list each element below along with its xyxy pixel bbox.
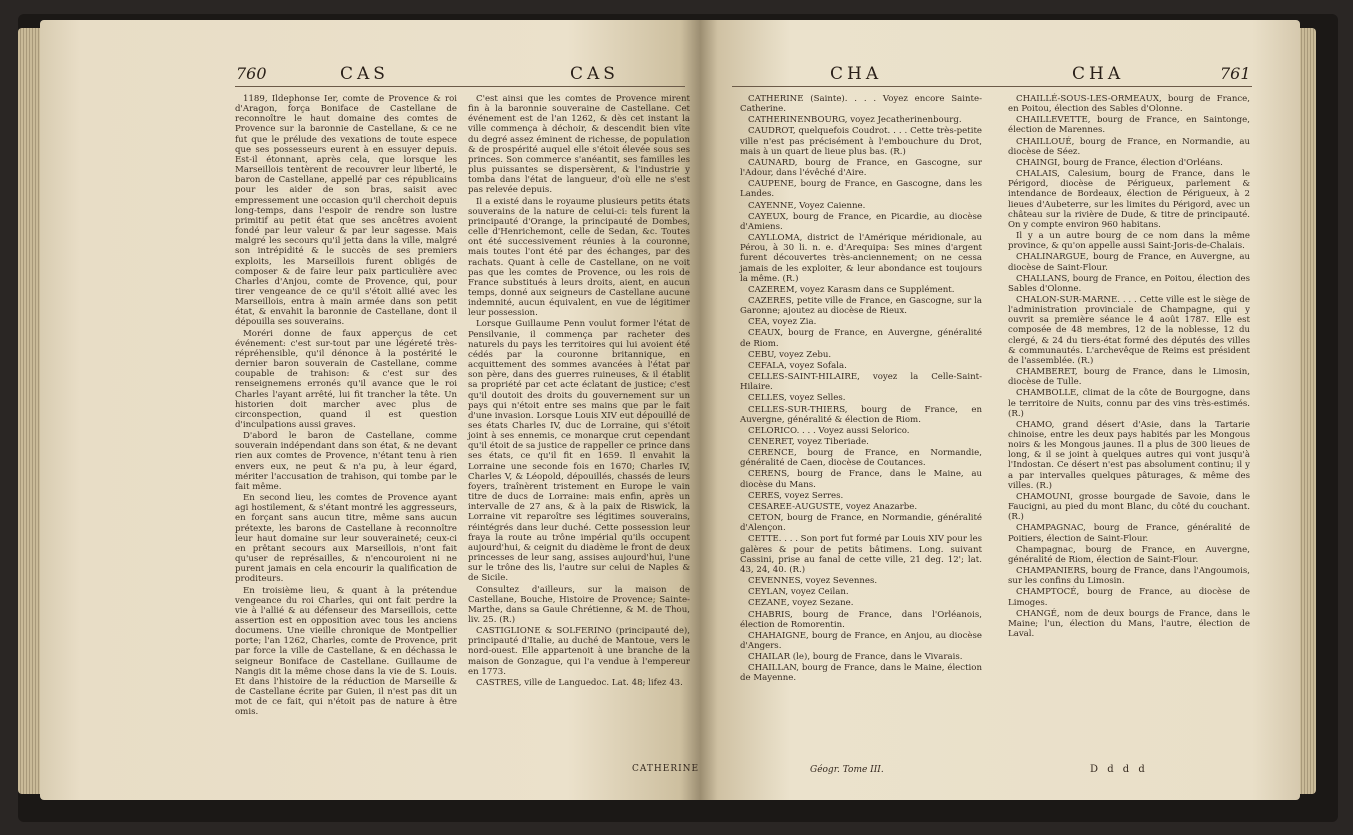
catchword: CATHERINE xyxy=(632,764,700,774)
paragraph: Il a existé dans le royaume plusieurs petits états souverains de la nature de celui-ci: tels furent la principauté d'Orange, la principauté de Dombes, celle d'Henrichemont, celle de Sedan, &c. Toutes ont été successivement réunies à la couronne, mais toutes l'ont été par des échanges, par des rachats. Quant à celle de Castellane, on ne voit pas que les comtes de Provence, ou les rois de France substitués à leurs droits, aient, en aucun temps, donné aux seigneurs de Castellane aucune indemnité, aucun équivalent, en vue de légitimer leur possession. xyxy=(468,196,690,319)
dictionary-entry: CHAMPTOCÉ, bourg de France, au diocèse de Limoges. xyxy=(1008,587,1250,608)
dictionary-entry: CHAMBOLLE, climat de la côte de Bourgogne, dans le territoire de Nuits, connu par des vins très-estimés. (R.) xyxy=(1008,388,1250,419)
dictionary-entry: CEFALA, voyez Sofala. xyxy=(748,360,847,371)
paragraph: Moréri donne de faux apperçus de cet événement: c'est sur-tout par une légéreté très-répréhensible, qu'il dénonce à la postérité le dernier baron souverain de Castellane, comme coupable de trahison: & c'est sur des renseignemens erronés qu'il avance que le roi Charles l'ayant arrêté, lui fit trancher la tête. Un historien doit marcher avec plus de circonspection, quand il est question d'inculpations aussi graves. xyxy=(235,328,457,430)
dictionary-entry: Il y a un autre bourg de ce nom dans la même province, & qu'on appelle aussi Saint-Joris-de-Chalais. xyxy=(1008,231,1250,252)
dictionary-entry: CATHERINENBOURG, voyez Jecatherinenbourg. xyxy=(748,115,962,126)
dictionary-entry: CERENCE, bourg de France, en Normandie, généralité de Caen, diocèse de Coutances. xyxy=(740,448,982,469)
dictionary-entry: Champagnac, bourg de France, en Auvergne, généralité de Riom, élection de Saint-Flour. xyxy=(1008,544,1250,565)
dictionary-entry: CHALON-SUR-MARNE. . . . Cette ville est le siège de l'administration provinciale de Champagne, qui y ouvrit sa première séance le 4 août 1787. Elle est composée de 48 membres, 12 de la noblesse, 12 du clergé, & 24 du tiers-état formé des députés des villes & communautés. L'archevêque de Reims est président de l'assemblée. (R.) xyxy=(1008,294,1250,366)
dictionary-entry: CHAILAR (le), bourg de France, dans le Vivarais. xyxy=(748,652,963,663)
dictionary-entry: CEVENNES, voyez Sevennes. xyxy=(748,576,878,587)
dictionary-entry: CHAILLAN, bourg de France, dans le Maine, élection de Mayenne. xyxy=(740,663,982,684)
volume-footer: Géogr. Tome III. xyxy=(810,765,884,775)
dictionary-entry: CAYEUX, bourg de France, en Picardie, au diocèse d'Amiens. xyxy=(740,211,982,232)
dictionary-entry: CHAMOUNI, grosse bourgade de Savoie, dans le Faucigni, au pied du mont Blanc, du côté du couchant. (R.) xyxy=(1008,491,1250,523)
dictionary-entry: CAUDROT, quelquefois Coudrot. . . . Cette très-petite ville n'est pas précisément à l'embouchure du Drot, mais à un quart de lieue plus bas. (R.) xyxy=(740,126,982,157)
right-page xyxy=(700,20,1300,800)
dictionary-entry: CHAMBERET, bourg de France, dans le Limosin, diocèse de Tulle. xyxy=(1008,367,1250,388)
dictionary-entry: CHAINGI, bourg de France, élection d'Orléans. xyxy=(1016,157,1223,168)
paragraph: D'abord le baron de Castellane, comme souverain indépendant dans son état, & ne devant rien aux comtes de Provence, n'étant tenu à rien envers eux, ne peut & n'a pu, à leur égard, mériter l'accusation de trahison, qui tombe par le fait même. xyxy=(235,431,457,492)
paragraph: En second lieu, les comtes de Provence ayant agi hostilement, & s'étant montré les aggresseurs, en forçant sans aucun titre, même sans aucun prétexte, les barons de Castellane à reconnoître leur haut domaine sur leur souveraineté; ceux-ci en prêtant secours aux Marseillois, n'ont fait qu'user de représailles, & n'encouroient ni ne purent jamais en cela encourir la qualification de proditeurs. xyxy=(235,493,457,585)
dictionary-entry: CHALLANS, bourg de France, en Poitou, élection des Sables d'Olonne. xyxy=(1008,273,1250,294)
dictionary-entry: CAUPENE, bourg de France, en Gascogne, dans les Landes. xyxy=(740,179,982,200)
running-head-left: CAS xyxy=(340,64,389,84)
dictionary-entry: CETTE. . . . Son port fut formé par Louis XIV pour les galères & pour de petits bâtimens. Long. suivant Cassini, prise au fanal de cette ville, 21 deg. 12'; lat. 43, 24, 40. (R.) xyxy=(740,534,982,575)
dictionary-entry: CETON, bourg de France, en Normandie, généralité d'Alençon. xyxy=(740,513,982,534)
dictionary-entry: CHANGÉ, nom de deux bourgs de France, dans le Maine; l'un, élection du Mans, l'autre, élection de Laval. xyxy=(1008,608,1250,639)
left-column-1 xyxy=(235,94,457,719)
header-rule xyxy=(235,86,685,87)
paragraph: C'est ainsi que les comtes de Provence mirent fin à la baronnie souveraine de Castellane. Cet événement est de l'an 1262, & dès cet instant la ville commença à déchoir, & descendit bien vîte du degré assez éminent de richesse, de population & de prospérité auquel elle s'étoit élevée sous ses princes. Son commerce s'anéantit, ses familles les plus puissantes se dispersèrent, & l'industrie y tomba dans l'état de langueur, d'où elle ne s'est pas relevée depuis. xyxy=(468,94,690,196)
left-page xyxy=(40,20,700,800)
dictionary-entry: CAUNARD, bourg de France, en Gascogne, sur l'Adour, dans l'évêché d'Aire. xyxy=(740,157,982,179)
running-head-right: CHA xyxy=(1072,64,1125,84)
paragraph: 1189, Ildephonse Ier, comte de Provence & roi d'Aragon, força Boniface de Castellane de reconnoître le haut domaine des comtes de Provence sur la baronnie de Castellane, & ce ne fut que le prélude des vexations de toute espece que ses possesseurs eurent à en essuyer depuis. Est-il étonnant, après cela, que lorsque les Marseillois tentèrent de recouvrer leur liberté, le baron de Castellane, appellé par ces républicains pour les aider de son bras, saisit avec empressement une occasion qu'il cherchoit depuis long-temps, dans l'espoir de rendre son lustre primitif au petit état que ses ancêtres avoient fondé par leur valeur & par leur sagesse. Mais malgré les secours qu'il jetta dans la ville, malgré son intrépidité & le succès de ses premiers exploits, les Marseillois furent obligés de composer & de faire leur paix particulière avec Charles d'Anjou, comte de Provence, qui, pour tirer vengeance de ce qu'il s'étoit allié avec les Marseillois, entra à main armée dans son petit état, & envahit la baronnie de Castellane, dont il dépouilla ses souverains. xyxy=(235,94,457,328)
right-column-2 xyxy=(1000,94,1250,640)
dictionary-entry: CHAILLEVETTE, bourg de France, en Saintonge, élection de Marennes. xyxy=(1008,115,1250,136)
left-column-2 xyxy=(468,94,690,689)
dictionary-entry: CEBU, voyez Zebu. xyxy=(748,349,832,360)
dictionary-entry: CHAHAIGNE, bourg de France, en Anjou, au diocèse d'Angers. xyxy=(740,630,982,651)
page-number: 760 xyxy=(236,64,267,83)
dictionary-entry: CHABRIS, bourg de France, dans l'Orléanois, élection de Romorentin. xyxy=(740,609,982,630)
dictionary-entry: CERES, voyez Serres. xyxy=(748,490,844,501)
dictionary-entry: CELORICO. . . . Voyez aussi Selorico. xyxy=(748,425,910,436)
dictionary-entry: CHAILLÉ-SOUS-LES-ORMEAUX, bourg de France, en Poitou, élection des Sables d'Olonne. xyxy=(1008,94,1250,115)
dictionary-entry: CERENS, bourg de France, dans le Maine, au diocèse du Mans. xyxy=(740,469,982,490)
dictionary-entry: CHALINARGUE, bourg de France, en Auvergne, au diocèse de Saint-Flour. xyxy=(1008,252,1250,273)
dictionary-entry: CEA, voyez Zia. xyxy=(748,317,817,328)
dictionary-entry: CENERET, voyez Tiberiade. xyxy=(748,437,869,447)
paragraph: Lorsque Guillaume Penn voulut former l'état de Pensilvanie, il commença par racheter des naturels du pays les territoires qui lui avoient été cédés par la couronne britannique, en acquittement des sommes avancées à l'état par son père, dans des guerres ruineuses, & il établit sa propriété par cet acte éclatant de justice; c'est qu'il doutoit des droits du gouvernement sur un pays qui n'étoit entre ses mains que par le fait d'une invasion. Lorsque Louis XIV eut dépouillé de ses états Charles IV, duc de Lorraine, qui s'étoit joint à ses ennemis, ce monarque crut cependant qu'il étoit de sa justice de rappeller ce prince dans ses états, ce qu'il fit en 1659. Il envahit la Lorraine une seconde fois en 1670; Charles IV, Charles V, & Léopold, dépouillés, chassés de leurs foyers, traînèrent tristement en Europe le vain titre de ducs de Lorraine: mais enfin, après un intervalle de 27 ans, & à la paix de Riswick, la Lorraine vit reparoître ses légitimes souverains, réintégrés dans leur duché. Cette possession leur fraya la route au trône impérial qu'ils occupent aujourd'hui, & ceignit du diadème le front de deux princesses de leur sang, assises aujourd'hui, l'une sur le trône des lis, l'autre sur celui de Naples & de Sicile. xyxy=(468,319,690,584)
dictionary-entry: CEYLAN, voyez Ceilan. xyxy=(748,587,849,598)
dictionary-entry: CEAUX, bourg de France, en Auvergne, généralité de Riom. xyxy=(740,328,982,349)
paragraph: En troisième lieu, & quant à la prétendue vengeance du roi Charles, qui ont fait perdre la vie à l'allié & au défenseur des Marseillois, cette assertion est en opposition avec tous les anciens documens. Une vieille chronique de Montpellier porte; l'an 1262, Charles, comte de Provence, prit par force la ville de Castellane, & en déchassa le seigneur Boniface de Castellane. Guillaume de Nangis dit la même chose dans la vie de S. Louis. Et dans l'histoire de la réduction de Marseille & de Castellane écrite par Guien, il n'est pas dit un mot de ce fait, qui n'étoit pas de nature à être omis. xyxy=(235,585,457,718)
dictionary-entry: CHAMPAGNAC, bourg de France, généralité de Poitiers, élection de Saint-Flour. xyxy=(1008,523,1250,544)
dictionary-entry: CELLES-SUR-THIERS, bourg de France, en Auvergne, généralité & élection de Riom. xyxy=(740,404,982,425)
dictionary-entry: CAZERES, petite ville de France, en Gascogne, sur la Garonne; ajoutez au diocèse de Rieux. xyxy=(740,295,982,317)
dictionary-entry: CAYENNE, Voyez Caienne. xyxy=(748,200,866,211)
signature-mark: D d d d xyxy=(1090,764,1148,775)
right-column-1 xyxy=(732,94,982,685)
header-rule xyxy=(732,86,1252,87)
paragraph: CASTIGLIONE & SOLFERINO (principauté de), principauté d'Italie, au duché de Mantoue, vers le nord-ouest. Elle appartenoit à une branche de la maison de Gonzague, qui l'a vendue à l'empereur en 1773. xyxy=(468,626,690,677)
paragraph: CASTRES, ville de Languedoc. Lat. 48; lifez 43. xyxy=(476,677,683,688)
paragraph: Consultez d'ailleurs, sur la maison de Castellane, Bouche, Histoire de Provence; Sainte-Marthe, dans sa Gaule Chrétienne, & M. de Thou, liv. 25. (R.) xyxy=(468,584,690,625)
running-head-left: CHA xyxy=(830,64,883,84)
dictionary-entry: CHAMPANIERS, bourg de France, dans l'Angoumois, sur les confins du Limosin. xyxy=(1008,566,1250,587)
dictionary-entry: CELLES, voyez Selles. xyxy=(748,393,846,404)
dictionary-entry: CAYLLOMA, district de l'Amérique méridionale, au Pérou, à 30 li. n. e. d'Arequipa: Ses mines d'argent furent découvertes très-anciennement; on ne cessa jamais de les exploiter, & leur abondance est toujours la même. (R.) xyxy=(740,233,982,284)
dictionary-entry: CHALAIS, Calesium, bourg de France, dans le Périgord, diocèse de Périgueux, parlement & intendance de Bordeaux, élection de Périgueux, à 2 lieues d'Aubeterre, sur les limites du Périgord, avec un château sur la rivière de Dude, & titre de principauté. On y compte environ 960 habitans. xyxy=(1008,169,1250,230)
dictionary-entry: CHAILLOUÉ, bourg de France, en Normandie, au diocèse de Séez. xyxy=(1008,136,1250,157)
dictionary-entry: CHAMO, grand désert d'Asie, dans la Tartarie chinoise, entre les deux pays habités par les Mongous noirs & les Mongous jaunes. Il a plus de 300 lieues de long, & il se joint à quelques autres qui vont jusqu'à l'Indostan. Ce désert n'est pas absolument continu; il y a par intervalles quelques pâturages, & même des villes. (R.) xyxy=(1008,419,1250,491)
running-head-right: CAS xyxy=(570,64,619,84)
dictionary-entry: CEZANE, voyez Sezane. xyxy=(748,598,854,609)
dictionary-entry: CESAREE-AUGUSTE, voyez Anazarbe. xyxy=(748,501,918,512)
page-number: 761 xyxy=(1220,64,1251,83)
dictionary-entry: CATHERINE (Sainte). . . . Voyez encore Sainte-Catherine. xyxy=(740,94,982,115)
dictionary-entry: CELLES-SAINT-HILAIRE, voyez la Celle-Saint-Hilaire. xyxy=(740,372,982,393)
dictionary-entry: CAZEREM, voyez Karasm dans ce Supplément. xyxy=(748,284,955,295)
